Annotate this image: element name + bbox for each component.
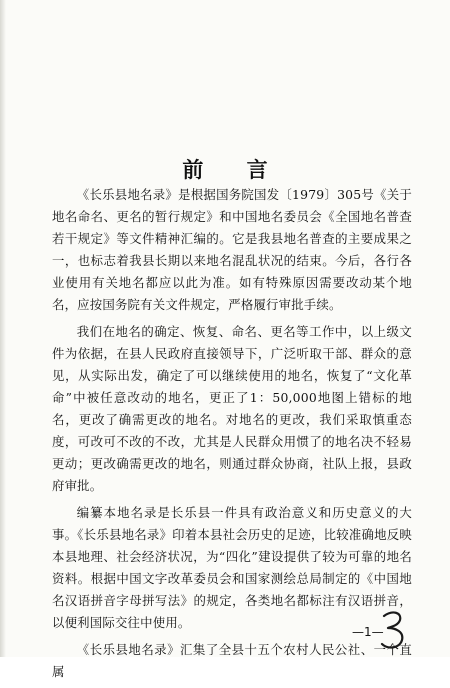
paragraph-4: 《长乐县地名录》汇集了全县十五个农村人民公社、一个直属 <box>52 642 412 679</box>
handwritten-mark-icon <box>378 608 408 652</box>
page-number: —1— <box>352 625 384 639</box>
preface-body <box>52 184 412 688</box>
paragraph-3: 编纂本地名录是长乐县一件具有政治意义和历史意义的大事。《长乐县地名录》印着本县社会历史的足迹，比较准确地反映本县地理、社会经济状况，为“四化”建设提供了较为可靠的地名资料。根据中国文字改革委员会和国家测绘总局制定的《中国地名汉语拼音字母拼写法》的规定，各类地名都标注有汉语拼音，以便利国际交往中使用。 <box>52 505 412 630</box>
paragraph-2: 我们在地名的确定、恢复、命名、更名等工作中，以上级文件为依据，在县人民政府直接领导下，广泛听取干部、群众的意见，从实际出发，确定了可以继续使用的地名，恢复了“文化革命”中被任意改动的地名，更正了1：50,000地图上错标的地名，更改了确需更改的地名。对地名的更改，我们采取慎重态度，可改可不改的不改，尤其是人民群众用惯了的地名决不轻易更动；更改确需更改的地名，则通过群众协商，社队上报，县政府审批。 <box>52 324 412 493</box>
scan-edge-shadow <box>0 0 6 657</box>
page-title: 前 言 <box>182 158 286 183</box>
paragraph-1: 《长乐县地名录》是根据国务院国发〔1979〕305号《关于地名命名、更名的暂行规定》和中国地名委员会《全国地名普查若干规定》等文件精神汇编的。它是我县地名普查的主要成果之一，也标志着我县长期以来地名混乱状况的结束。今后，各行各业使用有关地名都应以此为准。如有特殊原因需要改动某个地名，应按国务院有关文件规定，严格履行审批手续。 <box>52 187 412 312</box>
